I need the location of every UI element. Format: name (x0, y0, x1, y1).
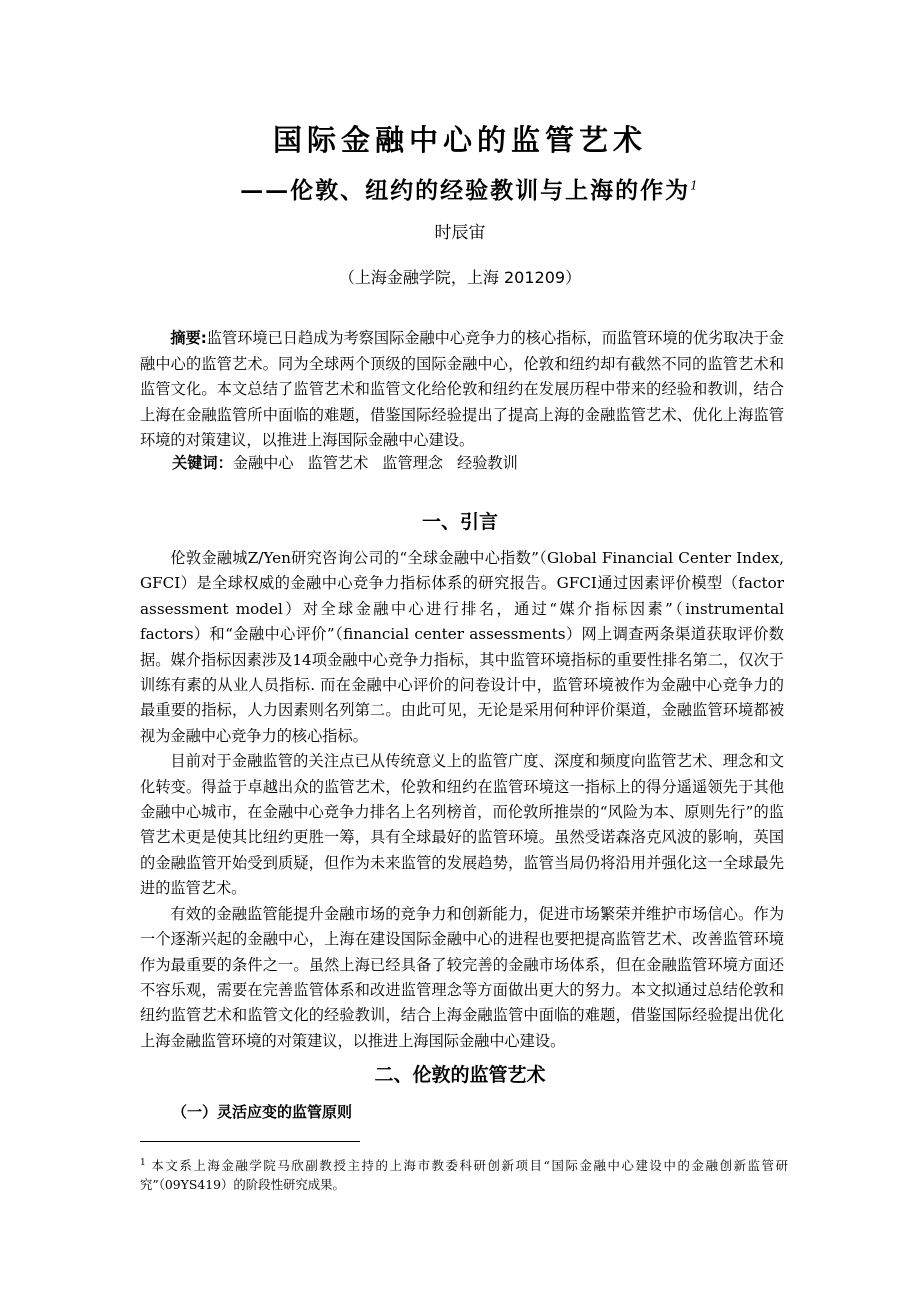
abstract (140, 326, 784, 454)
keyword-item: 监管理念 (382, 454, 443, 472)
footnote (140, 1154, 788, 1194)
paragraph: 伦敦金融城Z/Yen研究咨询公司的“全球金融中心指数”（Global Financial Center Index, GFCI）是全球权威的金融中心竞争力指标体系的研究报告。GFCI通过因素评价模型（factor assessment model）对全球金融中心进行排名，通过“媒介指标因素”（instrumental factors）和“金融中心评价”（financial center assessments）网上调查两条渠道获取评价数据。媒介指标因素涉及14项金融中心竞争力指标，其中监管环境指标的重要性排名第二，仅次于训练有素的从业人员指标. 而在金融中心评价的问卷设计中，监管环境被作为金融中心竞争力的最重要的指标，人力因素则名列第二。由此可见，无论是采用何种评价渠道，金融监管环境都被视为金融中心竞争力的核心指标。 (140, 549, 784, 745)
paragraph: 有效的金融监管能提升金融市场的竞争力和创新能力，促进市场繁荣并维护市场信心。作为一个逐渐兴起的金融中心，上海在建设国际金融中心的进程也要把提高监管艺术、改善监管环境作为最重要的条件之一。虽然上海已经具备了较完善的金融市场体系，但在金融监管环境方面还不容乐观，需要在完善监管体系和改进监管理念等方面做出更大的努力。本文拟通过总结伦敦和纽约监管艺术和监管文化的经验教训，结合上海金融监管中面临的难题，借鉴国际经验提出优化上海金融监管环境的对策建议，以推进上海国际金融中心建设。 (140, 904, 784, 1050)
section-heading-london: 二、伦敦的监管艺术 (374, 1064, 546, 1086)
keywords-label: 关键词： (172, 454, 233, 472)
introduction-body (140, 546, 784, 1054)
keyword-item: 金融中心 (232, 454, 294, 472)
keyword-item: 监管艺术 (307, 454, 369, 472)
abstract-text: 监管环境已日趋成为考察国际金融中心竞争力的核心指标，而监管环境的优劣取决于金融中心的监管艺术。同为全球两个顶级的国际金融中心，伦敦和纽约却有截然不同的监管艺术和监管文化。本文总结了监管艺术和监管文化给伦敦和纽约在发展历程中带来的经验和教训，结合上海在金融监管所中面临的难题，借鉴国际经验提出了提高上海的金融监管艺术、优化上海监管环境的对策建议，以推进上海国际金融中心建设。 (140, 329, 784, 450)
paragraph: 目前对于金融监管的关注点已从传统意义上的监管广度、深度和频度向监管艺术、理念和文化转变。得益于卓越出众的监管艺术，伦敦和纽约在监管环境这一指标上的得分遥遥领先于其他金融中心城市，在金融中心竞争力排名上名列榜首，而伦敦所推崇的“风险为本、原则先行”的监管艺术更是使其比纽约更胜一筹，具有全球最好的监管环境。虽然受诺森洛克风波的影响，英国的金融监管开始受到质疑，但作为未来监管的发展趋势，监管当局仍将沿用并强化这一全球最先进的监管艺术。 (140, 752, 784, 898)
paper-title: 国际金融中心的监管艺术 (272, 123, 647, 157)
author-affiliation: （上海金融学院，上海 201209） (338, 268, 582, 287)
author-name: 时辰宙 (434, 223, 486, 243)
abstract-label: 摘要: (170, 329, 207, 347)
subtitle-text: ——伦敦、纽约的经验教训与上海的作为 (240, 177, 691, 204)
paper-subtitle (180, 172, 760, 205)
keywords (172, 451, 784, 475)
footnote-number: 1 (140, 1158, 146, 1168)
footnote-divider (140, 1141, 360, 1142)
keyword-item: 经验教训 (457, 454, 518, 472)
subsection-heading: （一）灵活应变的监管原则 (172, 1103, 353, 1121)
section-heading-introduction: 一、引言 (421, 511, 498, 533)
footnote-text: 本文系上海金融学院马欣副教授主持的上海市教委科研创新项目“国际金融中心建设中的金融创新监管研究”（09YS419）的阶段性研究成果。 (140, 1158, 788, 1193)
footnote-marker: 1 (690, 178, 700, 193)
